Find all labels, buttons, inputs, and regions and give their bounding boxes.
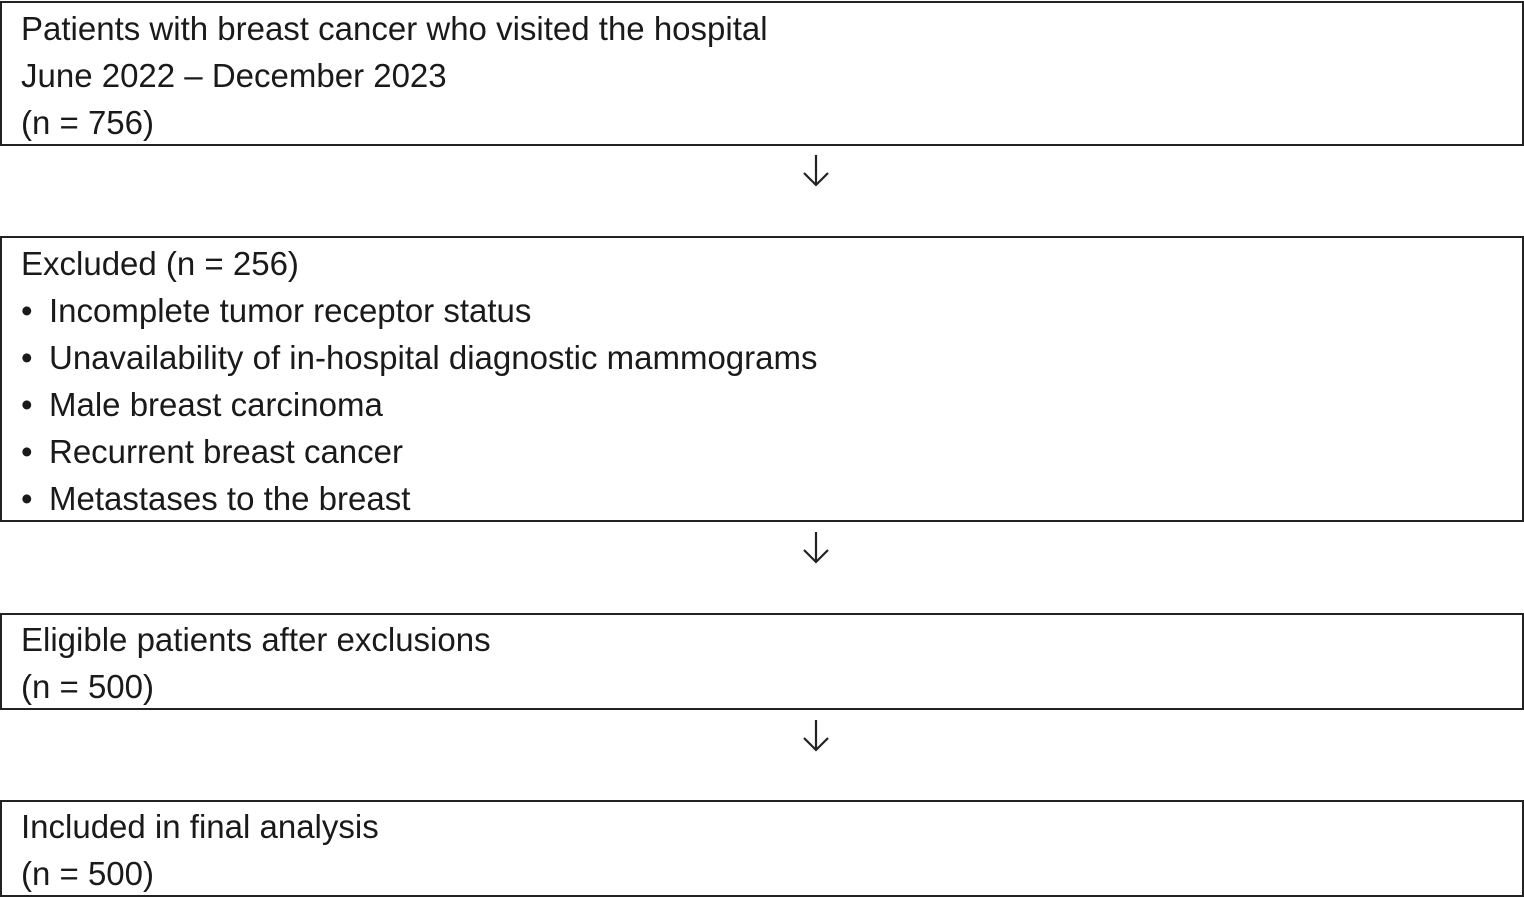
exclusion-item-label: Male breast carcinoma (49, 386, 383, 423)
exclusion-item-label: Incomplete tumor receptor status (49, 292, 532, 329)
exclusion-item (21, 428, 1522, 475)
box-4-line-description: Included in final analysis (21, 808, 379, 845)
exclusion-item (21, 381, 1522, 428)
bullet-icon: • (21, 292, 33, 329)
box-3-line-description: Eligible patients after exclusions (21, 621, 491, 658)
exclusion-item (21, 287, 1522, 334)
box-1-line-period: June 2022 – December 2023 (21, 57, 447, 94)
arrow-down-icon (800, 153, 832, 189)
box-1-line-description: Patients with breast cancer who visited the hospital (21, 10, 768, 47)
box-4-line-count: (n = 500) (21, 855, 154, 892)
arrow-down-icon (800, 718, 832, 754)
bullet-icon: • (21, 339, 33, 376)
box-3-line-count: (n = 500) (21, 668, 154, 705)
flowchart-box-patients-visited (0, 1, 1524, 146)
box-2-title: Excluded (n = 256) (21, 245, 299, 282)
bullet-icon: • (21, 386, 33, 423)
exclusion-item-label: Unavailability of in-hospital diagnostic mammograms (49, 339, 818, 376)
box-1-line-count: (n = 756) (21, 104, 154, 141)
bullet-icon: • (21, 433, 33, 470)
exclusion-item (21, 334, 1522, 381)
exclusion-item-label: Metastases to the breast (49, 480, 411, 517)
flowchart-box-eligible (0, 613, 1524, 710)
exclusion-item (21, 475, 1522, 522)
flowchart-box-excluded (0, 236, 1524, 522)
arrow-down-icon (800, 530, 832, 566)
bullet-icon: • (21, 480, 33, 517)
exclusion-item-label: Recurrent breast cancer (49, 433, 403, 470)
flowchart-box-included (0, 800, 1524, 897)
